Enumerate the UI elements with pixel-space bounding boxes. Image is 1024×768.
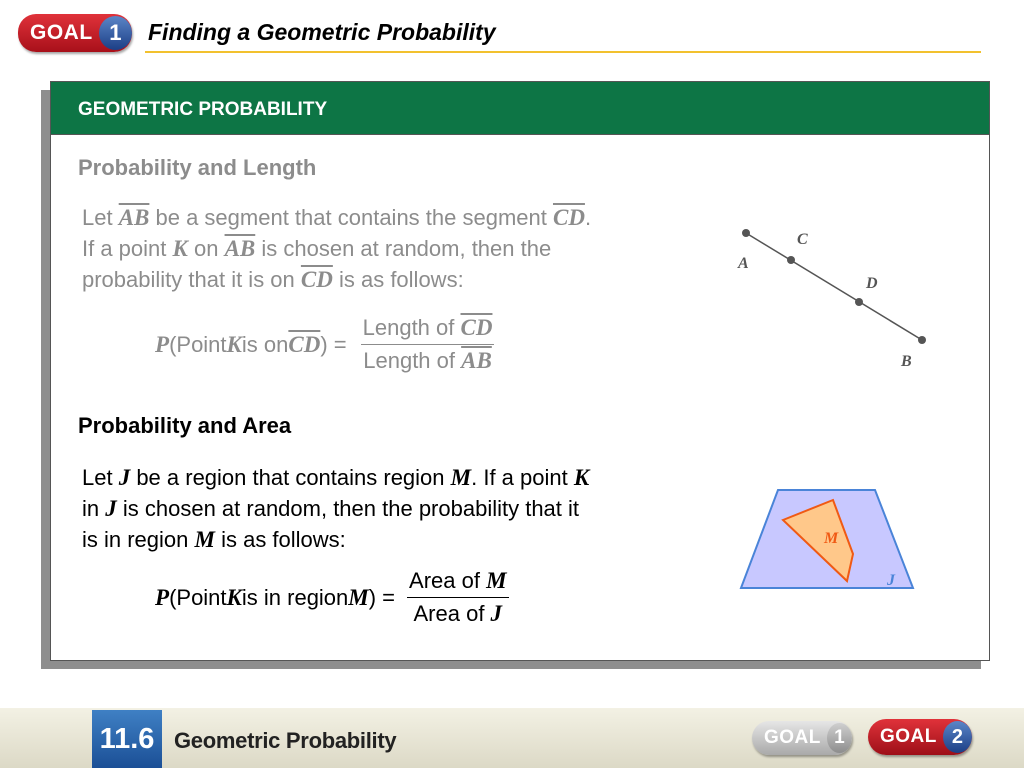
length-fraction [361, 314, 495, 375]
fraction-denominator: Area of J [413, 601, 503, 626]
segment-line [746, 233, 922, 340]
segment-ab: $\overline{AB}$ [224, 236, 256, 261]
label-d: D [866, 275, 878, 292]
goal-label: GOAL [880, 726, 937, 747]
length-line-2: If a point K on $\overline{AB}$ is chosen at random, then the [82, 236, 552, 261]
footer-goal-2-button[interactable] [868, 719, 972, 755]
length-line-3: probability that it is on $\overline{CD}$ is as follows: [82, 267, 464, 292]
label-a: A [738, 255, 749, 272]
goal-label: GOAL [30, 21, 93, 44]
label-b: B [901, 353, 912, 370]
page-title: Finding a Geometric Probability [148, 19, 496, 45]
segment-ab: $\overline{AB}$ [118, 205, 150, 230]
region-j: J [118, 465, 131, 490]
point-a [742, 229, 750, 237]
goal-number: 2 [943, 721, 972, 753]
probability-symbol: P [155, 332, 170, 357]
point-d [855, 298, 863, 306]
area-formula: P (Point K is in region M ) = $\frac{\text{Area of M}}{\text{Area of J}}$ [155, 568, 507, 626]
label-j: J [887, 572, 895, 589]
goal-label: GOAL [764, 727, 821, 748]
region-m: M [450, 465, 472, 490]
point-k: K [573, 465, 590, 490]
title-divider [145, 51, 981, 53]
fraction-denominator: Length of $\overline{AB}$ [363, 348, 492, 373]
label-m: M [824, 530, 839, 547]
length-section-title: Probability and Length [78, 155, 317, 180]
point-k: K [172, 236, 188, 261]
point-c [787, 256, 795, 264]
card-heading: GEOMETRIC PROBABILITY [78, 99, 328, 120]
goal-number: 1 [827, 723, 852, 753]
fraction-numerator: Length of $\overline{CD}$ [361, 314, 495, 345]
probability-symbol: P [155, 585, 170, 610]
goal-1-button[interactable] [18, 14, 132, 52]
segment-cd: $\overline{CD}$ [552, 205, 585, 230]
area-definition [82, 462, 702, 555]
area-line-2: in J is chosen at random, then the probability that it [82, 496, 580, 521]
length-line-1: Let $\overline{AB}$ be a segment that contains the segment $\overline{CD}$. [82, 205, 592, 230]
area-line-1: Let J be a region that contains region M. If a point K [82, 465, 590, 490]
area-fraction [407, 567, 509, 628]
segment-cd: $\overline{CD}$ [300, 267, 333, 292]
lesson-title: Geometric Probability [174, 728, 397, 753]
region-diagram [735, 482, 925, 597]
length-definition [82, 202, 692, 295]
point-b [918, 336, 926, 344]
segment-diagram [725, 220, 945, 380]
lesson-number-badge: 11.6 [92, 710, 162, 768]
area-line-3: is in region M is as follows: [82, 527, 346, 552]
area-section-title: Probability and Area [78, 413, 292, 438]
goal-number: 1 [99, 16, 132, 50]
fraction-numerator: Area of M [407, 567, 509, 598]
length-formula: P (Point K is on $\overline{CD}$ ) = $\frac{Length of \overline{CD}}{Length of \overline{AB}}$ [155, 315, 493, 373]
label-c: C [797, 231, 808, 248]
footer-goal-1-button[interactable] [752, 721, 852, 755]
